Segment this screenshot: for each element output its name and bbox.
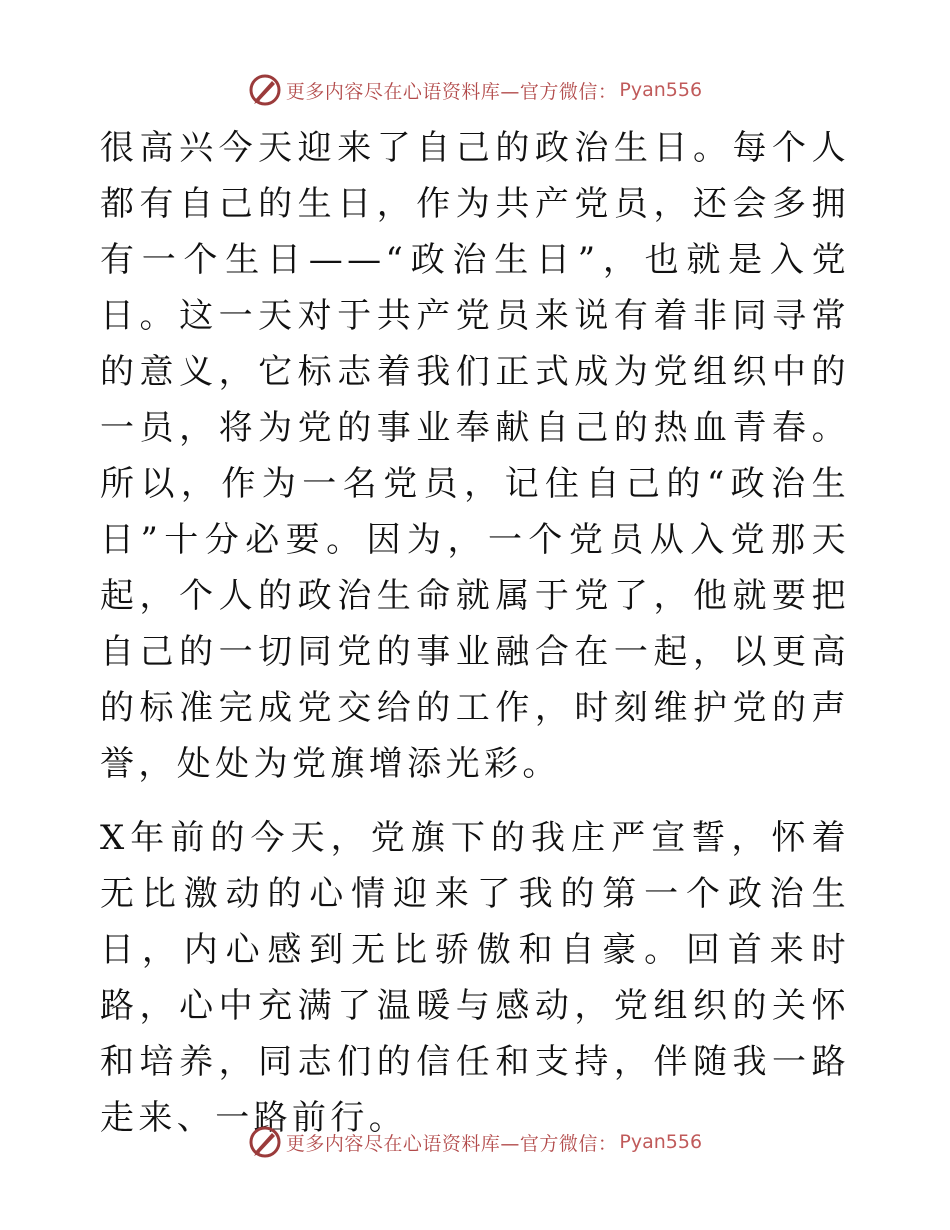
quill-pen-icon: [248, 73, 282, 107]
wechat-id: Pyan556: [619, 79, 703, 101]
quill-pen-icon: [248, 1125, 282, 1159]
banner-text: 更多内容尽在心语资料库—官方微信：: [285, 80, 618, 103]
document-body: [100, 120, 850, 1146]
footer-banner: [0, 1122, 950, 1162]
paragraph-2: X年前的今天，党旗下的我庄严宣誓，怀着无比激动的心情迎来了我的第一个政治生日，内心感到无比骄傲和自豪。回首来时路，心中充满了温暖与感动，党组织的关怀和培养，同志们的信任和支持，伴随我一路走来、一路前行。: [100, 818, 850, 1138]
banner-text: 更多内容尽在心语资料库—官方微信：: [285, 1132, 618, 1155]
paragraph-1: 很高兴今天迎来了自己的政治生日。每个人都有自己的生日，作为共产党员，还会多拥有一个生日——“政治生日”，也就是入党日。这一天对于共产党员来说有着非同寻常的意义，它标志着我们正式成为党组织中的一员，将为党的事业奉献自己的热血青春。所以，作为一名党员，记住自己的“政治生日”十分必要。因为，一个党员从入党那天起，个人的政治生命就属于党了，他就要把自己的一切同党的事业融合在一起，以更高的标准完成党交给的工作，时刻维护党的声誉，处处为党旗增添光彩。: [100, 128, 850, 784]
wechat-id: Pyan556: [619, 1131, 703, 1153]
header-banner: [0, 70, 950, 110]
